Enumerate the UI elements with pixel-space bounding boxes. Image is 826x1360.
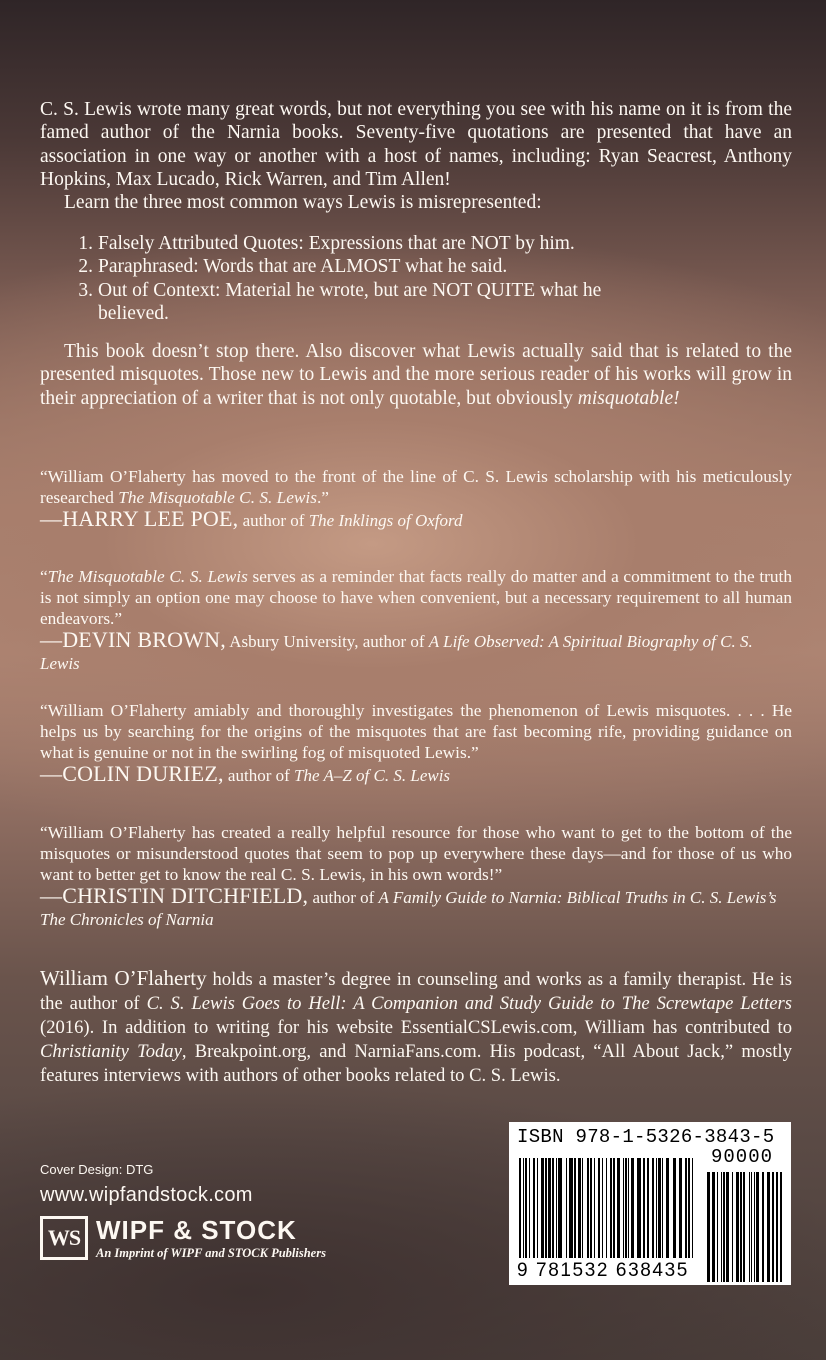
barcode-bar xyxy=(590,1158,592,1258)
isbn-number: ISBN 978-1-5326-3843-5 xyxy=(517,1126,775,1148)
list-item: 3. Out of Context: Material he wrote, but are NOT QUITE what he believed. xyxy=(78,279,602,324)
endorsement-quote: “William O’Flaherty has created a really helpful resource for those who want to get to the bottom of the misquotes or misunderstood quotes that seem to pop up everywhere these days—and for those of us who want to better get to know the real C. S. Lewis, in his own words!” xyxy=(40,823,792,884)
endorsement-quote: “William O’Flaherty amiably and thoroughly investigates the phenomenon of Lewis misquotes. . . . He helps us by searching for the origins of the misquotes that are fast becoming rife, providing guidance on what is genuine or not in the swirling fog of misquoted Lewis.” xyxy=(40,701,792,762)
barcode-bar xyxy=(776,1172,778,1282)
barcode-bar xyxy=(749,1172,750,1282)
barcode-bar xyxy=(780,1172,782,1282)
barcode-bar xyxy=(643,1158,645,1258)
barcode-bar xyxy=(772,1172,774,1282)
barcode-bar xyxy=(652,1158,654,1258)
barcode-bar xyxy=(656,1158,657,1258)
publisher-name: WIPF & STOCK xyxy=(96,1215,297,1245)
barcode-bar xyxy=(610,1158,612,1258)
barcode-bar xyxy=(767,1172,770,1282)
barcode-bar xyxy=(736,1172,739,1282)
barcode-bar xyxy=(726,1172,729,1282)
barcode-bar xyxy=(658,1158,661,1258)
barcode-bar xyxy=(529,1158,530,1258)
barcode-bar xyxy=(533,1158,535,1258)
barcode-bar xyxy=(754,1172,755,1282)
barcode-bar xyxy=(623,1158,624,1258)
price-code: 90000 xyxy=(711,1146,774,1168)
endorsement-poe xyxy=(40,466,792,532)
misrepresentation-list xyxy=(40,232,668,325)
barcode-bar xyxy=(548,1158,551,1258)
endorsement-brown xyxy=(40,566,792,675)
barcode-bar xyxy=(673,1158,676,1258)
barcode-bar xyxy=(545,1158,547,1258)
barcode-bar xyxy=(537,1158,538,1258)
barcode-bar xyxy=(574,1158,576,1258)
ean-digits: 9 781532 638435 xyxy=(517,1260,689,1281)
barcode-bar xyxy=(598,1158,600,1258)
barcode-bar xyxy=(685,1158,687,1258)
barcode-bar xyxy=(578,1158,581,1258)
publisher-website[interactable]: www.wipfandstock.com xyxy=(40,1184,253,1206)
endorsement-quote: “The Misquotable C. S. Lewis serves as a reminder that facts really do matter and a commitment to the truth is not simply an option one may choose to have when convenient, but a necessary requirement to all human endeavors.” xyxy=(40,567,792,628)
barcode-bar xyxy=(625,1158,627,1258)
barcode-bar xyxy=(631,1158,634,1258)
publisher-logo-mark: WS xyxy=(40,1216,88,1260)
bio-paragraph: William O’Flaherty holds a master’s degree in counseling and works as a family therapist. He is the author of C. S. Lewis Goes to Hell: A Companion and Study Guide to The Screwtape Letters (2016). In addition to writing for his website EssentialCSLewis.com, William has contributed to Christianity Today, Breakpoint.org, and NarniaFans.com. His podcast, “All About Jack,” mostly features interviews with authors of other books related to C. S. Lewis. xyxy=(40,966,793,1086)
barcode-bar xyxy=(751,1172,752,1282)
intro-closing xyxy=(40,340,792,410)
barcode-bar xyxy=(582,1158,583,1258)
barcode-bar xyxy=(712,1172,715,1282)
barcode-bar xyxy=(525,1158,527,1258)
barcode-bar xyxy=(519,1158,521,1258)
barcode-bar xyxy=(556,1158,557,1258)
barcode-bar xyxy=(602,1158,603,1258)
barcode-bar xyxy=(679,1158,682,1258)
barcode-bar xyxy=(740,1172,742,1282)
endorsement-duriez xyxy=(40,700,792,787)
barcode-bar xyxy=(688,1158,690,1258)
endorsement-attribution: —DEVIN BROWN, Asbury University, author of A Life Observed: A Spiritual Biography of C. S. Lewis xyxy=(40,627,753,673)
isbn-barcode xyxy=(509,1122,791,1285)
cover-design-credit: Cover Design: DTG xyxy=(40,1162,154,1177)
intro-block xyxy=(40,98,792,214)
barcode-bar xyxy=(617,1158,620,1258)
barcode-bar xyxy=(613,1158,615,1258)
intro-lead: Learn the three most common ways Lewis is misrepresented: xyxy=(64,192,542,214)
author-bio xyxy=(40,966,792,1088)
barcode-bar xyxy=(721,1172,722,1282)
intro-paragraph: C. S. Lewis wrote many great words, but not everything you see with his name on it is from the famed author of the Narnia books. Seventy-five quotations are presented that have an association in one way or another with a host of names, including: Ryan Seacrest, Anthony Hopkins, Max Lucado, Rick Warren, and Tim Allen! xyxy=(40,99,792,190)
barcode-bar xyxy=(558,1158,562,1258)
list-item: 1. Falsely Attributed Quotes: Expressions that are NOT by him. xyxy=(78,233,575,254)
barcode-bar xyxy=(692,1158,693,1258)
barcode-bar xyxy=(541,1158,544,1258)
barcode-bar xyxy=(756,1172,759,1282)
barcode-bar xyxy=(662,1158,663,1258)
barcode-bar xyxy=(732,1172,733,1282)
barcode-bar xyxy=(523,1158,524,1258)
publisher-imprint: An Imprint of WIPF and STOCK Publishers xyxy=(96,1246,326,1260)
barcode-bar xyxy=(628,1158,629,1258)
barcode-bar xyxy=(594,1158,595,1258)
barcode-bar xyxy=(723,1172,725,1282)
endorsement-attribution: —CHRISTIN DITCHFIELD, author of A Family Guide to Narnia: Biblical Truths in C. S. Lewis’s The Chronicles of Narnia xyxy=(40,883,777,929)
barcode-bar xyxy=(587,1158,589,1258)
barcode-bar xyxy=(647,1158,649,1258)
endorsement-attribution: —COLIN DURIEZ, author of The A–Z of C. S. Lewis xyxy=(40,761,451,786)
endorsement-quote: “William O’Flaherty has moved to the front of the line of C. S. Lewis scholarship with his meticulously researched The Misquotable C. S. Lewis.” xyxy=(40,467,792,507)
barcode-bar xyxy=(743,1172,745,1282)
barcode-bar xyxy=(762,1172,764,1282)
list-item: 2. Paraphrased: Words that are ALMOST what he said. xyxy=(78,256,508,278)
barcode-bar xyxy=(569,1158,573,1258)
barcode-bar xyxy=(707,1172,710,1282)
barcode-bar xyxy=(566,1158,567,1258)
barcode-bar xyxy=(717,1172,718,1282)
barcode-bar xyxy=(637,1158,641,1258)
endorsement-attribution: —HARRY LEE POE, author of The Inklings of Oxford xyxy=(40,506,463,531)
endorsement-ditchfield xyxy=(40,822,792,931)
closing-paragraph: This book doesn’t stop there. Also discover what Lewis actually said that is related to the presented misquotes. Those new to Lewis and the more serious reader of his works will grow in their appreciation of a writer that is not only quotable, but obviously misquotable! xyxy=(40,341,792,409)
barcode-bar xyxy=(552,1158,554,1258)
barcode-bar xyxy=(666,1158,669,1258)
barcode-bar xyxy=(606,1158,607,1258)
